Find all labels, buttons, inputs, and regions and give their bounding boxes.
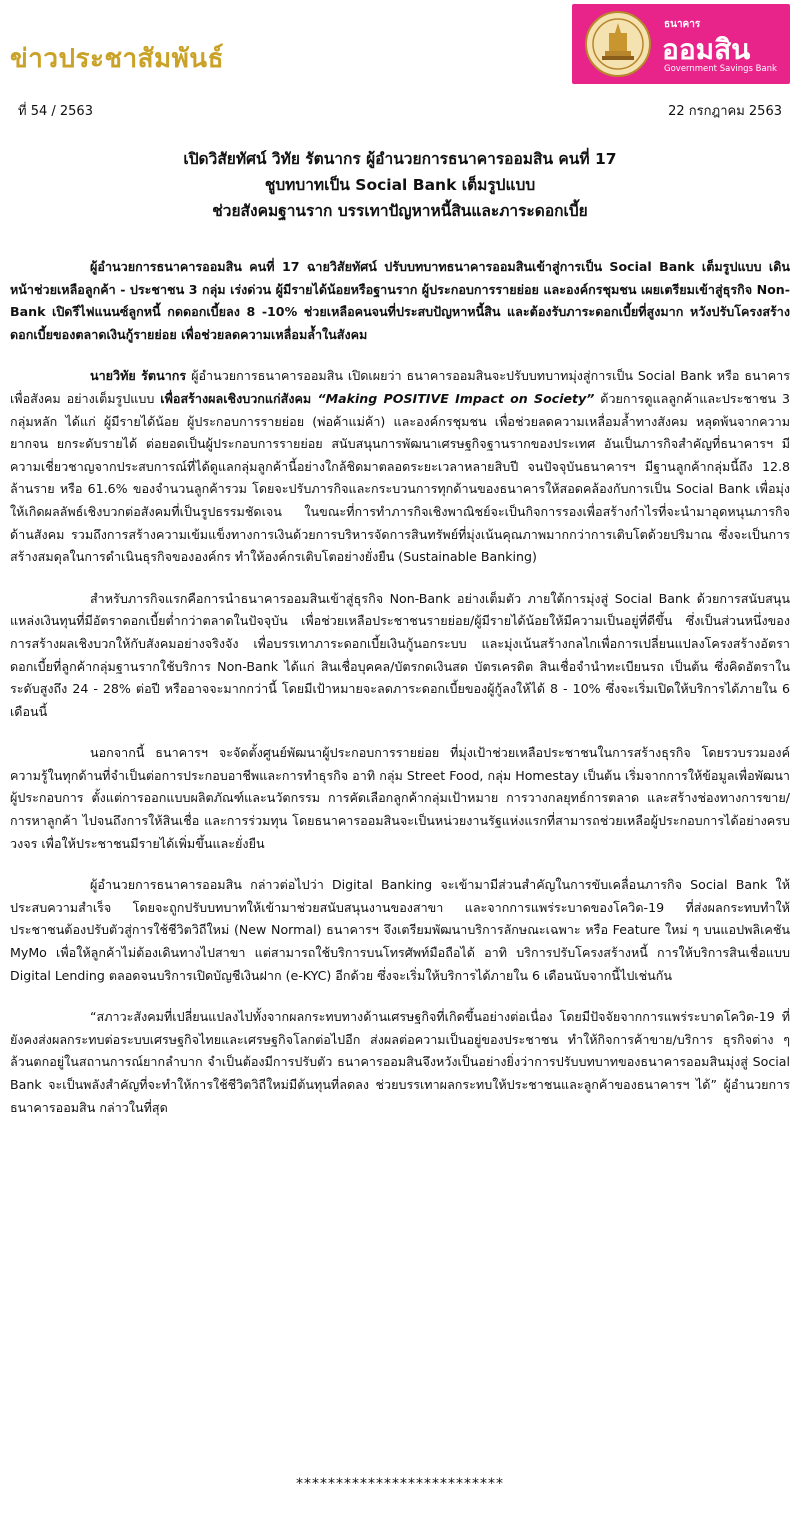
logo-big-text: ออมสิน (662, 33, 751, 66)
release-number: ที่ 54 / 2563 (18, 104, 93, 119)
headline-line-3: ช่วยสังคมฐานราก บรรเทาปัญหาหนี้สินและภาระดอกเบี้ย (212, 202, 588, 220)
paragraph-4: ผู้อำนวยการธนาคารออมสิน กล่าวต่อไปว่า Digital Banking จะเข้ามามีส่วนสำคัญในการขับเคลื่อนภารกิจ Social Bank ให้ประสบความสำเร็จ โดยจะถูกปรับบทบาทให้เข้ามาช่วยสนับสนุนงานของสาขา และจากการแพร่ระบาดของโควิด-19 ที่ส่งผลกระทบทำให้ประชาชนต้องปรับตัวสู่การใช้ชีวิตวิถีใหม่ (New Normal) ธนาคารฯ จึงเตรียมพัฒนาบริการลักษณะเฉพาะ หรือ Feature ใหม่ ๆ บนแอปพลิเคชัน MyMo เพื่อให้ลูกค้าไม่ต้องเดินทางไปสาขา แต่สามารถใช้บริการบนโทรศัพท์มือถือได้ อาทิ บริการปรับโครงสร้างหนี้ การให้บริการสินเชื่อแบบ Digital Lending ตลอดจนบริการเปิดบัญชีเงินฝาก (e-KYC) อีกด้วย ซึ่งจะเริ่มให้บริการได้ภายใน 6 เดือนนับจากนี้ไปเช่นกัน (10, 877, 790, 983)
logo-small-text: ธนาคาร (664, 19, 701, 30)
headline-line-1: เปิดวิสัยทัศน์ วิทัย รัตนากร ผู้อำนวยการธนาคารออมสิน คนที่ 17 (183, 150, 617, 168)
press-release-heading: ข่าวประชาสัมพันธ์ (10, 44, 224, 74)
paragraph-5: “สภาวะสังคมที่เปลี่ยนแปลงไปทั้งจากผลกระทบทางด้านเศรษฐกิจที่เกิดขึ้นอย่างต่อเนื่อง โดยมีปัจจัยจากการแพร่ระบาดโควิด-19 ที่ยังคงส่งผลกระทบต่อระบบเศรษฐกิจไทยและเศรษฐกิจโลกต่อไปอีก ส่งผลต่อความเป็นอยู่ของประชาชน ทำให้กิจการค้าขาย/บริการ ธุรกิจต่าง ๆ ล้วนตกอยู่ในสถานการณ์ยากลำบาก จำเป็นต้องมีการปรับตัว ธนาคารออมสินจึงหวังเป็นอย่างยิ่งว่าการปรับบทบาทของธนาคารออมสินมุ่งสู่ Social Bank จะเป็นพลังสำคัญที่จะทำให้การใช้ชีวิตวิถีใหม่มีต้นทุนที่ลดลง ช่วยบรรเทาผลกระทบให้ประชาชนและลูกค้าของธนาคารฯ ได้” ผู้อำนวยการธนาคารออมสิน กล่าวในที่สุด (10, 1009, 790, 1115)
lead-paragraph: ผู้อำนวยการธนาคารออมสิน คนที่ 17 ฉายวิสัยทัศน์ ปรับบทบาทธนาคารออมสินเข้าสู่การเป็น Social Bank เต็มรูปแบบ เดินหน้าช่วยเหลือลูกค้า - ประชาชน 3 กลุ่ม เร่งด่วน ผู้มีรายได้น้อยหรือฐานราก ผู้ประกอบการรายย่อย และองค์กรชุมชน เผยเตรียมเข้าสู่ธุรกิจ Non-Bank เปิดรีไฟแนนซ์ลูกหนี้ กดดอกเบี้ยลง 8 -10% ช่วยเหลือคนจนที่ประสบปัญหาหนี้สิน และต้องรับภาระดอกเบี้ยที่สูงมาก หวังปรับโครงสร้างดอกเบี้ยของตลาดเงินกู้รายย่อย เพื่อช่วยลดความเหลื่อมล้ำในสังคม (10, 259, 790, 342)
executive-name: นายวิทัย รัตนากร (90, 368, 187, 384)
paragraph-3: นอกจากนี้ ธนาคารฯ จะจัดตั้งศูนย์พัฒนาผู้ประกอบการรายย่อย ที่มุ่งเป้าช่วยเหลือประชาชนในการสร้างธุรกิจ โดยรวบรวมองค์ความรู้ในทุกด้านที่จำเป็นต่อการประกอบอาชีพและการทำธุรกิจ อาทิ กลุ่ม Street Food, กลุ่ม Homestay เป็นต้น เริ่มจากการให้ข้อมูลเพื่อพัฒนาผู้ประกอบการ ตั้งแต่การออกแบบผลิตภัณฑ์และนวัตกรรม การคัดเลือกลูกค้ากลุ่มเป้าหมาย การวางกลยุทธ์การตลาด และสร้างช่องทางการขาย/การหาลูกค้า ไปจนถึงการให้สินเชื่อ และการร่วมทุน โดยธนาคารออมสินจะเป็นหน่วยงานรัฐแห่งแรกที่สามารถช่วยเหลือผู้ประกอบการได้อย่างครบวงจร เพื่อให้ประชาชนมีรายได้เพิ่มขึ้นและยั่งยืน (10, 745, 790, 851)
release-date: 22 กรกฎาคม 2563 (668, 104, 782, 119)
logo-english-text: Government Savings Bank (664, 64, 777, 74)
paragraph-1-text-a: ผู้อำนวยการธนาคารออมสิน เปิดเผยว่า ธนาคารออมสินจะปรับบทบาทมุ่งสู่การเป็น Social Bank หรือ ธนาคารเพื่อสังคม อย่างเต็มรูปแบบ (10, 368, 790, 406)
paragraph-1-text-b: ด้วยการดูแลลูกค้าและประชาชน 3 กลุ่มหลัก ได้แก่ ผู้มีรายได้น้อย ผู้ประกอบการรายย่อย (พ่อค้าแม่ค้า) และองค์กรชุมชน เพื่อช่วยลดความเหลื่อมล้ำทางสังคม หลุดพ้นจากความยากจน ยกระดับรายได้ ต่อยอดเป็นผู้ประกอบการรายย่อย สนับสนุนการพัฒนาเศรษฐกิจฐานรากของประเทศ อันเป็นภารกิจสำคัญที่ธนาคารฯ มีความเชี่ยวชาญจากประสบการณ์ที่ได้ดูแลกลุ่มลูกค้านี้อย่างใกล้ชิดมาตลอดระยะเวลาหลายสิบปี จนปัจจุบันธนาคารฯ มีฐานลูกค้ากลุ่มนี้ถึง 12.8 ล้านราย หรือ 61.6% ของจำนวนลูกค้ารวม โดยจะปรับภารกิจและกระบวนการทุกด้านของธนาคารให้สอดคล้องกับการเป็น Social Bank เพื่อมุ่งให้เกิดผลลัพธ์เชิงบวกต่อสังคมที่เป็นรูปธรรมชัดเจน ในขณะที่การทำภารกิจเชิงพาณิชย์จะเป็นกิจการรองเพื่อสร้างกำไรที่จะนำมาอุดหนุนภารกิจด้านสังคม รวมถึงการสร้างความเข้มแข็งทางการเงินด้วยการบริหารจัดการสินทรัพย์ที่มุ่งเน้นคุณภาพมากกว่าการเติบโตด้วยปริมาณ ซึ่งจะเป็นการสร้างสมดุลในการดำเนินธุรกิจขององค์กร ทำให้องค์กรเติบโตอย่างยั่งยืน (Sustainable Banking) (10, 390, 790, 565)
headline (20, 146, 780, 224)
gsb-logo (572, 4, 790, 84)
end-marker: ************************** (296, 1476, 504, 1492)
article-body (10, 256, 790, 1138)
paragraph-1-quote: “Making POSITIVE Impact on Society” (311, 390, 595, 406)
bank-seal-icon (585, 11, 651, 77)
paragraph-1-bold: เพื่อสร้างผลเชิงบวกแก่สังคม (160, 390, 312, 406)
paragraph-1 (10, 365, 790, 568)
headline-line-2: ชูบทบาทเป็น Social Bank เต็มรูปแบบ (264, 176, 536, 194)
paragraph-2: สำหรับภารกิจแรกคือการนำธนาคารออมสินเข้าสู่ธุรกิจ Non-Bank อย่างเต็มตัว ภายใต้การมุ่งสู่ Social Bank ด้วยการสนับสนุนแหล่งเงินทุนที่มีอัตราดอกเบี้ยต่ำกว่าตลาดในปัจจุบัน เพื่อช่วยเหลือประชาชนรายย่อย/ผู้มีรายได้น้อยให้มีความเป็นอยู่ที่ดีขึ้น ซึ่งเป็นส่วนหนึ่งของการสร้างผลเชิงบวกให้กับสังคมอย่างจริงจัง เพื่อบรรเทาภาระดอกเบี้ยเงินกู้นอกระบบ และมุ่งเน้นสร้างกลไกเพื่อการเปลี่ยนแปลงโครงสร้างอัตราดอกเบี้ยที่ลูกค้ากลุ่มฐานรากใช้บริการ Non-Bank ได้แก่ สินเชื่อบุคคล/บัตรกดเงินสด บัตรเครดิต สินเชื่อจำนำทะเบียนรถ เป็นต้น ซึ่งคิดอัตราในระดับสูงถึง 24 - 28% ต่อปี หรืออาจจะมากกว่านี้ โดยมีเป้าหมายจะลดภาระดอกเบี้ยของผู้กู้ลงให้ได้ 8 - 10% ซึ่งจะเริ่มเปิดให้บริการได้ภายใน 6 เดือนนี้ (10, 590, 790, 719)
